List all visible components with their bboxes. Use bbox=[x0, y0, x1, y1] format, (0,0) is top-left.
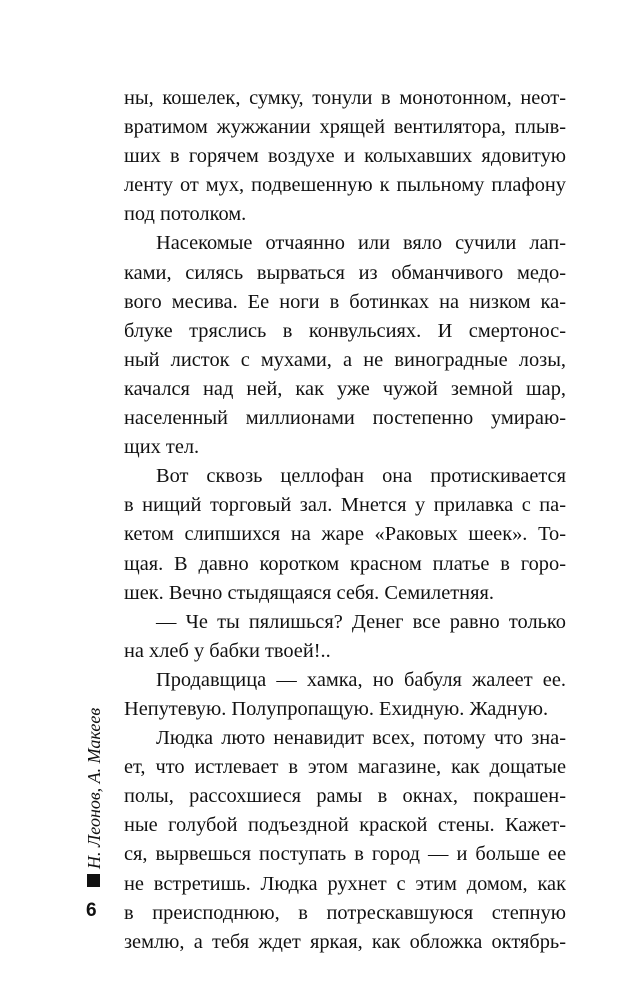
text-line: вратимом жужжании хрящей вентилятора, плыв- bbox=[124, 116, 566, 139]
text-line: ся, вырвешься поступать в город — и больше ее bbox=[124, 843, 566, 866]
text-line: под потолком. bbox=[124, 203, 247, 226]
text-line: шек. Вечно стыдящаяся себя. Семилетняя. bbox=[124, 581, 494, 604]
text-line: в нищий торговый зал. Мнется у прилавка с па- bbox=[124, 494, 566, 517]
text-line: ные голубой подъездной краской стены. Кажет- bbox=[124, 814, 566, 837]
text-line: Насекомые отчаянно или вяло сучили лап- bbox=[156, 232, 566, 255]
text-line: ный листок с мухами, а не виноградные лозы, bbox=[124, 348, 566, 371]
text-line: ших в горячем воздухе и колыхавших ядовитую bbox=[124, 145, 566, 168]
text-line: Непутевую. Полупропащую. Ехидную. Жадную. bbox=[124, 697, 549, 720]
text-line: не встретишь. Людка рухнет с этим домом, как bbox=[124, 872, 566, 895]
text-line: кетом слипшихся на жаре «Раковых шеек». То- bbox=[124, 523, 566, 546]
text-line: блуке тряслись в конвульсиях. И смертонос- bbox=[124, 319, 566, 342]
text-line: землю, а тебя ждет яркая, как обложка октябрь- bbox=[124, 930, 566, 953]
text-line: ками, силясь вырваться из обманчивого медо- bbox=[124, 261, 566, 284]
body-text bbox=[124, 84, 566, 957]
text-line: качался над ней, как уже чужой земной шар, bbox=[124, 377, 566, 400]
running-head-author: Н. Леонов, А. Макеев bbox=[84, 707, 104, 869]
running-head-square-icon bbox=[87, 874, 100, 887]
text-line: полы, рассохшиеся рамы в окнах, покрашен- bbox=[124, 785, 566, 808]
text-line: ет, что истлевает в этом магазине, как дощатые bbox=[124, 756, 566, 779]
text-line: щих тел. bbox=[124, 436, 200, 459]
text-line: вого месива. Ее ноги в ботинках на низком ка- bbox=[124, 290, 566, 313]
text-line: населенный миллионами постепенно умираю- bbox=[124, 407, 566, 430]
text-line: щая. В давно коротком красном платье в горо- bbox=[124, 552, 566, 575]
text-line: ленту от мух, подвешенную к пыльному плафону bbox=[124, 174, 566, 197]
text-line: на хлеб у бабки твоей!.. bbox=[124, 639, 331, 662]
text-line: ны, кошелек, сумку, тонули в монотонном, неот- bbox=[124, 87, 566, 109]
text-line: Вот сквозь целлофан она протискивается bbox=[156, 465, 566, 488]
text-line: Людка люто ненавидит всех, потому что зна- bbox=[156, 727, 566, 750]
text-line: — Че ты пялишься? Денег все равно только bbox=[156, 610, 566, 633]
page-number: 6 bbox=[86, 900, 97, 921]
text-line: Продавщица — хамка, но бабуля жалеет ее. bbox=[156, 668, 566, 691]
text-line: в преисподнюю, в потрескавшуюся степную bbox=[124, 901, 566, 924]
